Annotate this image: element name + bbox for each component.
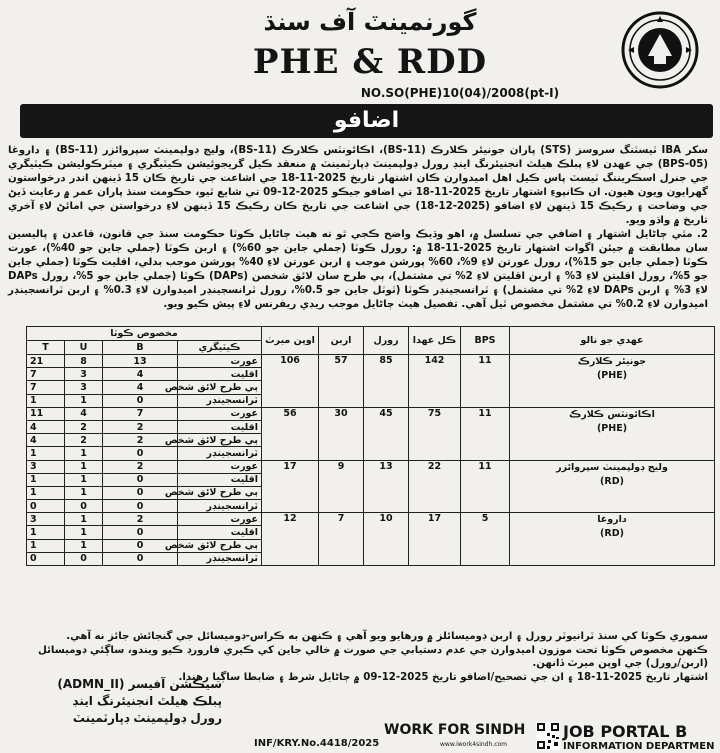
header-urban: اربن	[319, 327, 364, 355]
cell-urban: 9	[319, 460, 364, 513]
footer-line-1: سموري ڪوٽا کي سنڌ ٽرانيوٽر رورل ۽ اربن ڊوميسائلز ۾ ورهايو ويو آهي ۽ ڪنهن به ڪراس-ڊوميسائل جي گنجائش جائز نه آهي.	[66, 631, 708, 642]
cell-category: عورت	[178, 513, 262, 526]
cell-category: ٽرانسجينڊر	[178, 500, 262, 513]
cell-t: 1	[27, 539, 65, 552]
post-code: (RD)	[600, 528, 624, 540]
cell-b: 2	[103, 513, 178, 526]
cell-t: 0	[27, 552, 65, 565]
table-row	[27, 407, 715, 420]
cell-bps: 11	[461, 407, 510, 460]
cell-u: 1	[65, 539, 103, 552]
cell-u: 2	[65, 420, 103, 433]
cell-total: 142	[409, 355, 461, 408]
work-for-sindh-logo: WORK FOR SINDH	[384, 722, 526, 738]
cell-bps: 11	[461, 460, 510, 513]
cell-u: 1	[65, 526, 103, 539]
cell-t: 1	[27, 526, 65, 539]
cell-b: 0	[103, 539, 178, 552]
header-open-merit: اوپن ميرٽ	[262, 327, 319, 355]
cell-post-name	[510, 513, 715, 566]
cell-category: عورت	[178, 355, 262, 368]
cell-post-name	[510, 460, 715, 513]
cell-b: 0	[103, 500, 178, 513]
cell-category: اقليت	[178, 420, 262, 433]
post-name: اڪائونٽس ڪلارڪ	[569, 408, 655, 420]
cell-t: 3	[27, 460, 65, 473]
cell-b: 13	[103, 355, 178, 368]
cell-t: 3	[27, 513, 65, 526]
cell-u: 3	[65, 381, 103, 394]
cell-total: 22	[409, 460, 461, 513]
cell-b: 0	[103, 473, 178, 486]
cell-t: 4	[27, 434, 65, 447]
cell-b: 2	[103, 460, 178, 473]
cell-category: عورت	[178, 407, 262, 420]
cell-urban: 30	[319, 407, 364, 460]
cell-t: 11	[27, 407, 65, 420]
table-header-row	[27, 327, 715, 341]
cell-total: 75	[409, 407, 461, 460]
header-bps: BPS	[461, 327, 510, 355]
cell-u: 1	[65, 447, 103, 460]
signature-line-2: پبلڪ هيلٿ انجنيئرنگ اينڊ	[72, 694, 222, 708]
cell-post-name	[510, 407, 715, 460]
government-of-sindh-heading: گورنمينٽ آف سنڌ	[263, 8, 477, 36]
cell-b: 7	[103, 407, 178, 420]
cell-category: ٽرانسجينڊر	[178, 394, 262, 407]
cell-u: 1	[65, 486, 103, 499]
cell-urban: 57	[319, 355, 364, 408]
table-row	[27, 355, 715, 368]
cell-category: ٽرانسجينڊر	[178, 447, 262, 460]
paragraph-1: سکر IBA ٽيسٽنگ سروسز (STS) پاران جونيئر ڪلارڪ (BS-11)، اڪائونٽس ڪلارڪ (BS-11)، وليج ڊولپمينٽ سپروائزر (BS-11) ۽ داروغا (BPS-05) جي عهدن لاءِ پبلڪ هيلٿ انجنيئرنگ اينڊ رورل ڊولپمينٽ ڊپارٽمينٽ ۾ منعقد ڪيل گريجوئيشن ڪيٽيگري ۽ ميٽرڪوليشن ڪيٽيگري جي جنرل اسڪريننگ ٽيسٽ پاس ڪيل اهل اميدوارن ڪان اشتهار تاريخ 2025-11-18 جي اشاعت جي تاريخ ڪان 15 ڏينهن اندر درخواستون گهرايون ويون هيون. ان ڪانپوءِ اشتهار تاريخ 2025-11-18 تي اضافو جيڪو 2025-12-09 تي شايع ٿيو، حڪومت سنڌ پاران عمر ۾ رعايت ڏيڻ جي وضاحت ۽ رڪيڪ 15 ڏينهن لاءِ اضافو (2025-12-18) جي اشاعت جي تاريخ ڪان رڪيڪ 15 ڏينهن لاءِ درخواستن جي امائڻ لاءِ آخري تاريخ ۾ واڌو ويو.	[8, 145, 709, 226]
cell-category: اقليت	[178, 526, 262, 539]
cell-u: 1	[65, 460, 103, 473]
post-code: (RD)	[600, 475, 624, 487]
cell-b: 0	[103, 394, 178, 407]
table-row	[27, 513, 715, 526]
cell-open-merit: 17	[262, 460, 319, 513]
cell-t: 7	[27, 368, 65, 381]
cell-t: 1	[27, 473, 65, 486]
post-name: وليج ڊولپمينٽ سپروائزر	[556, 461, 668, 473]
cell-t: 1	[27, 394, 65, 407]
cell-bps: 5	[461, 513, 510, 566]
post-code: (PHE)	[596, 422, 628, 434]
header-reserved-quota: مخصوص ڪوٽا	[27, 327, 262, 341]
cell-rural: 13	[364, 460, 409, 513]
cell-category: ٽرانسجينڊر	[178, 552, 262, 565]
information-department: INFORMATION DEPARTMEN	[563, 741, 715, 752]
footer-line-2: ڪنهن مخصوص ڪوٽا تحت موزون اميدوارن جي عدم دستيابي جي صورت ۾ خالي جاين کي ڪيري فارورڊ ڪيو ويندو، ساڳئي ڊوميسائل (اربن/رورل) جي اوپن ميرٽ ڏانهن.	[37, 644, 708, 669]
cell-category: ٻي طرح لائق شخص	[178, 381, 262, 394]
job-portal-title: JOB PORTAL B	[563, 722, 688, 741]
header-b: B	[103, 341, 178, 355]
cell-b: 4	[103, 368, 178, 381]
cell-b: 2	[103, 420, 178, 433]
cell-bps: 11	[461, 355, 510, 408]
post-name: جونيئر ڪلارڪ	[577, 356, 647, 367]
header-t: T	[27, 341, 65, 355]
cell-u: 0	[65, 552, 103, 565]
post-code: (PHE)	[596, 370, 628, 381]
qr-code-icon	[536, 722, 560, 750]
post-name: داروغا	[597, 514, 627, 526]
cell-b: 4	[103, 381, 178, 394]
cell-post-name	[510, 355, 715, 408]
cell-u: 0	[65, 500, 103, 513]
cell-category: اقليت	[178, 368, 262, 381]
header-post-name: عهدي جو نالو	[510, 327, 715, 355]
cell-b: 0	[103, 552, 178, 565]
cell-u: 8	[65, 355, 103, 368]
cell-u: 1	[65, 473, 103, 486]
footer-line-3: اشتهار تاريخ 2025-11-18 ۽ ان جي تصحيح/اضافو تاريخ 2025-12-09 ۾ ڄاڻايل شرط ۽ ضابطا ساڳيا رهندا.	[178, 671, 708, 683]
cell-open-merit: 56	[262, 407, 319, 460]
cell-t: 7	[27, 381, 65, 394]
cell-category: اقليت	[178, 473, 262, 486]
cell-b: 2	[103, 434, 178, 447]
cell-b: 0	[103, 447, 178, 460]
cell-category: ٻي طرح لائق شخص	[178, 486, 262, 499]
cell-u: 4	[65, 407, 103, 420]
work-for-sindh-url: www.iwork4sindh.com	[440, 741, 508, 748]
signature-block	[22, 676, 222, 727]
cell-total: 17	[409, 513, 461, 566]
cell-t: 4	[27, 420, 65, 433]
cell-u: 1	[65, 394, 103, 407]
header-rural: رورل	[364, 327, 409, 355]
addendum-banner: اضافو	[20, 104, 713, 138]
cell-t: 1	[27, 486, 65, 499]
header-category: ڪيٽيگري	[178, 341, 262, 355]
inf-number: INF/KRY.No.4418/2025	[254, 738, 380, 749]
cell-t: 1	[27, 447, 65, 460]
header-u: U	[65, 341, 103, 355]
cell-rural: 10	[364, 513, 409, 566]
header-total-posts: ڪل عهدا	[409, 327, 461, 355]
quota-table	[26, 326, 715, 566]
signature-line-3: رورل ڊولپمينٽ ڊپارٽمينٽ	[72, 711, 222, 725]
cell-u: 3	[65, 368, 103, 381]
cell-t: 21	[27, 355, 65, 368]
government-of-sindh-emblem	[620, 10, 700, 90]
cell-category: عورت	[178, 460, 262, 473]
cell-category: ٻي طرح لائق شخص	[178, 539, 262, 552]
signature-title: سيڪشن آفيسر (ADMN_II)	[57, 677, 222, 691]
department-title: PHE & RDD	[252, 42, 488, 82]
cell-category: ٻي طرح لائق شخص	[178, 434, 262, 447]
cell-b: 0	[103, 486, 178, 499]
cell-rural: 85	[364, 355, 409, 408]
table-row	[27, 460, 715, 473]
cell-b: 0	[103, 526, 178, 539]
reference-number: NO.SO(PHE)10(04)/2008(pt-I)	[360, 86, 560, 100]
cell-rural: 45	[364, 407, 409, 460]
cell-open-merit: 106	[262, 355, 319, 408]
cell-urban: 7	[319, 513, 364, 566]
cell-t: 0	[27, 500, 65, 513]
cell-u: 1	[65, 513, 103, 526]
paragraph-2: 2. مٿي ڄاڻايل اشتهار ۽ اضافي جي تسلسل ۾، اهو وڌيڪ واضح ڪجي ٿو ته هيٺ ڄاڻايل ڪوٽا حڪومت سنڌ جي قانون، قاعدن ۽ پاليسين سان مطابقت ۾ جيئن اگوات اشتهار تاريخ 2025-11-18 ۾: رورل ڪوٽا (جملي جاين جو 60%) ۽ اربن ڪوٽا (جملي جاين جو 40%)، عورت ڪوٽا (جملي جاين جو 15%)، رورل عورتن لاءِ 9%، 60% پورشن موجب ۽ اربن عورتن لاءِ 40% پورشن موجب بدلي، اقليت ڪوٽا (جملي جاين جو 5%، رورل اقليتن لاءِ 3% ۽ اربن اقليتن لاءِ 2% تي مشتمل)، ٻي طرح سان لائق شخصن (DAPs) ڪوٽا (جملي جاين جو 5%، رورل DAPs لاءِ 3% ۽ اربن DAPs لاءِ 2% تي مشتمل) ۽ ٽرانسجينڊر ڪوٽا (ٽوٽل جاين جو 0.5%، رورل ٽرانسجينڊر اميدوارن لاءِ 0.3% ۽ اربن ٽرانسجينڊر اميدوارن لاءِ 0.2% تي مشتمل مخصوص ٿيل آهي. تفصيل هيٺ ڄاڻايل موجب ريڊي ريفرنس لاءِ پيش ڪيو ويو.	[8, 229, 709, 310]
cell-open-merit: 12	[262, 513, 319, 566]
cell-u: 2	[65, 434, 103, 447]
